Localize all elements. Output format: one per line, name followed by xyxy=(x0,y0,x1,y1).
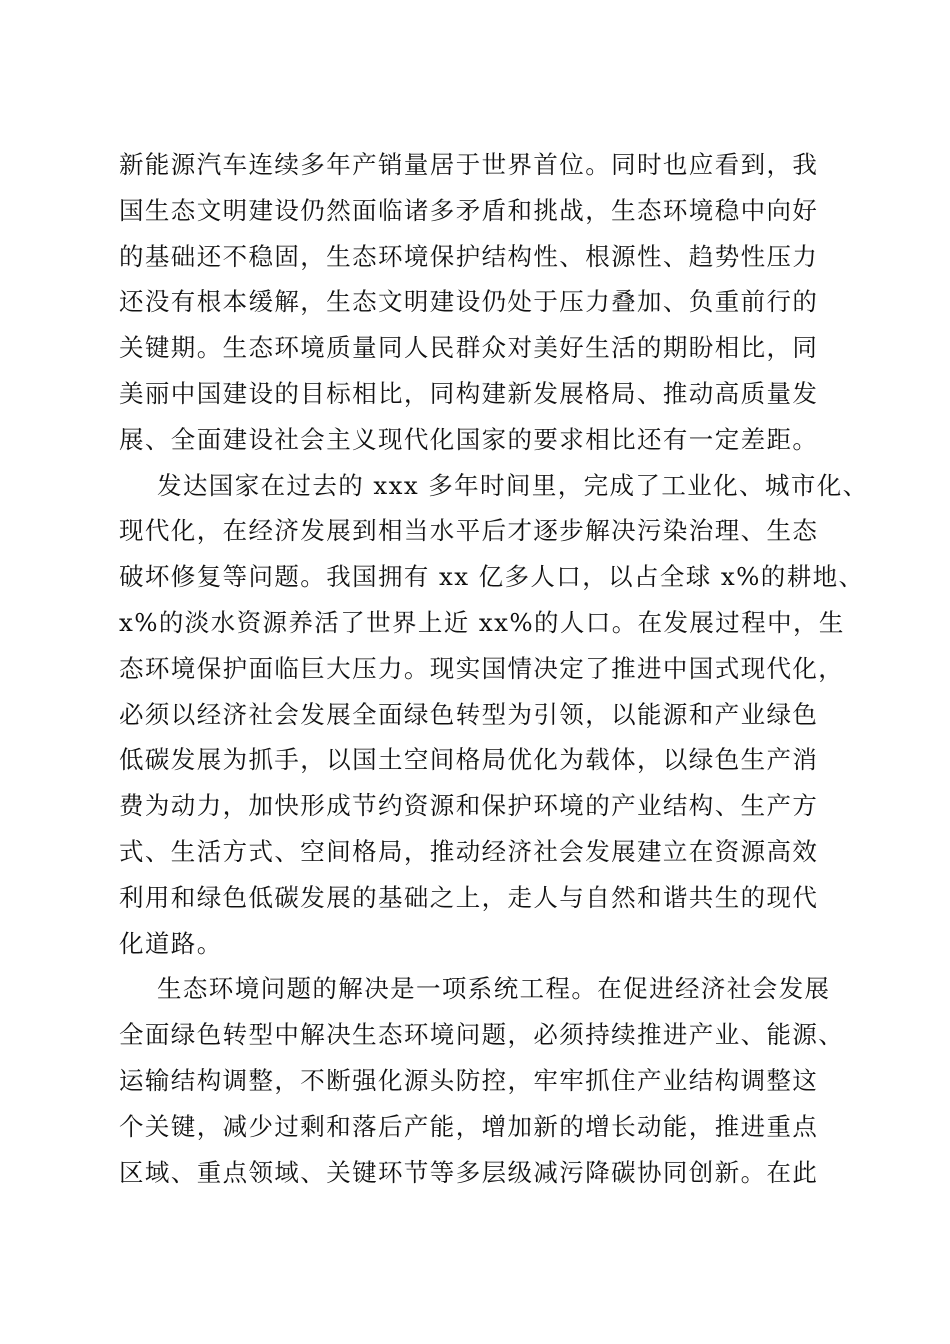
text-line: 运输结构调整，不断强化源头防控，牢牢抓住产业结构调整这 xyxy=(119,1065,819,1095)
paragraph xyxy=(119,463,869,967)
text-line: 化道路。 xyxy=(119,928,223,958)
text-line: 美丽中国建设的目标相比，同构建新发展格局、推动高质量发 xyxy=(119,378,819,408)
text-line: 式、生活方式、空间格局，推动经济社会发展建立在资源高效 xyxy=(119,836,819,866)
text-line: 的基础还不稳固，生态环境保护结构性、根源性、趋势性压力 xyxy=(119,241,819,271)
text-line: 全面绿色转型中解决生态环境问题，必须持续推进产业、能源、 xyxy=(119,1020,845,1050)
text-line: 发达国家在过去的 xxx 多年时间里，完成了工业化、城市化、 xyxy=(157,470,869,500)
text-line: 区域、重点领域、关键环节等多层级减污降碳协同创新。在此 xyxy=(119,1157,819,1187)
text-line: 生态环境问题的解决是一项系统工程。在促进经济社会发展 xyxy=(157,974,831,1004)
text-line: 个关键，减少过剩和落后产能，增加新的增长动能，推进重点 xyxy=(119,1111,819,1141)
text-line: 费为动力，加快形成节约资源和保护环境的产业结构、生产方 xyxy=(119,791,819,821)
text-line: 现代化，在经济发展到相当水平后才逐步解决污染治理、生态 xyxy=(119,516,819,546)
text-line: 国生态文明建设仍然面临诸多矛盾和挑战，生态环境稳中向好 xyxy=(119,195,819,225)
paragraph xyxy=(119,966,845,1195)
text-line: 利用和绿色低碳发展的基础之上，走人与自然和谐共生的现代 xyxy=(119,882,819,912)
text-line: 低碳发展为抓手，以国土空间格局优化为载体，以绿色生产消 xyxy=(119,745,819,775)
text-line: 新能源汽车连续多年产销量居于世界首位。同时也应看到，我 xyxy=(119,150,819,179)
document-body xyxy=(119,142,869,1195)
text-line: 展、全面建设社会主义现代化国家的要求相比还有一定差距。 xyxy=(119,424,819,454)
text-line: 破坏修复等问题。我国拥有 xx 亿多人口，以占全球 x%的耕地、 xyxy=(119,562,865,592)
text-line: 还没有根本缓解，生态文明建设仍处于压力叠加、负重前行的 xyxy=(119,287,819,317)
paragraph xyxy=(119,142,831,463)
text-line: 态环境保护面临巨大压力。现实国情决定了推进中国式现代化， xyxy=(119,653,845,683)
text-line: 关键期。生态环境质量同人民群众对美好生活的期盼相比，同 xyxy=(119,333,819,363)
text-line: 必须以经济社会发展全面绿色转型为引领，以能源和产业绿色 xyxy=(119,699,819,729)
text-line: x%的淡水资源养活了世界上近 xx%的人口。在发展过程中，生 xyxy=(119,607,845,637)
